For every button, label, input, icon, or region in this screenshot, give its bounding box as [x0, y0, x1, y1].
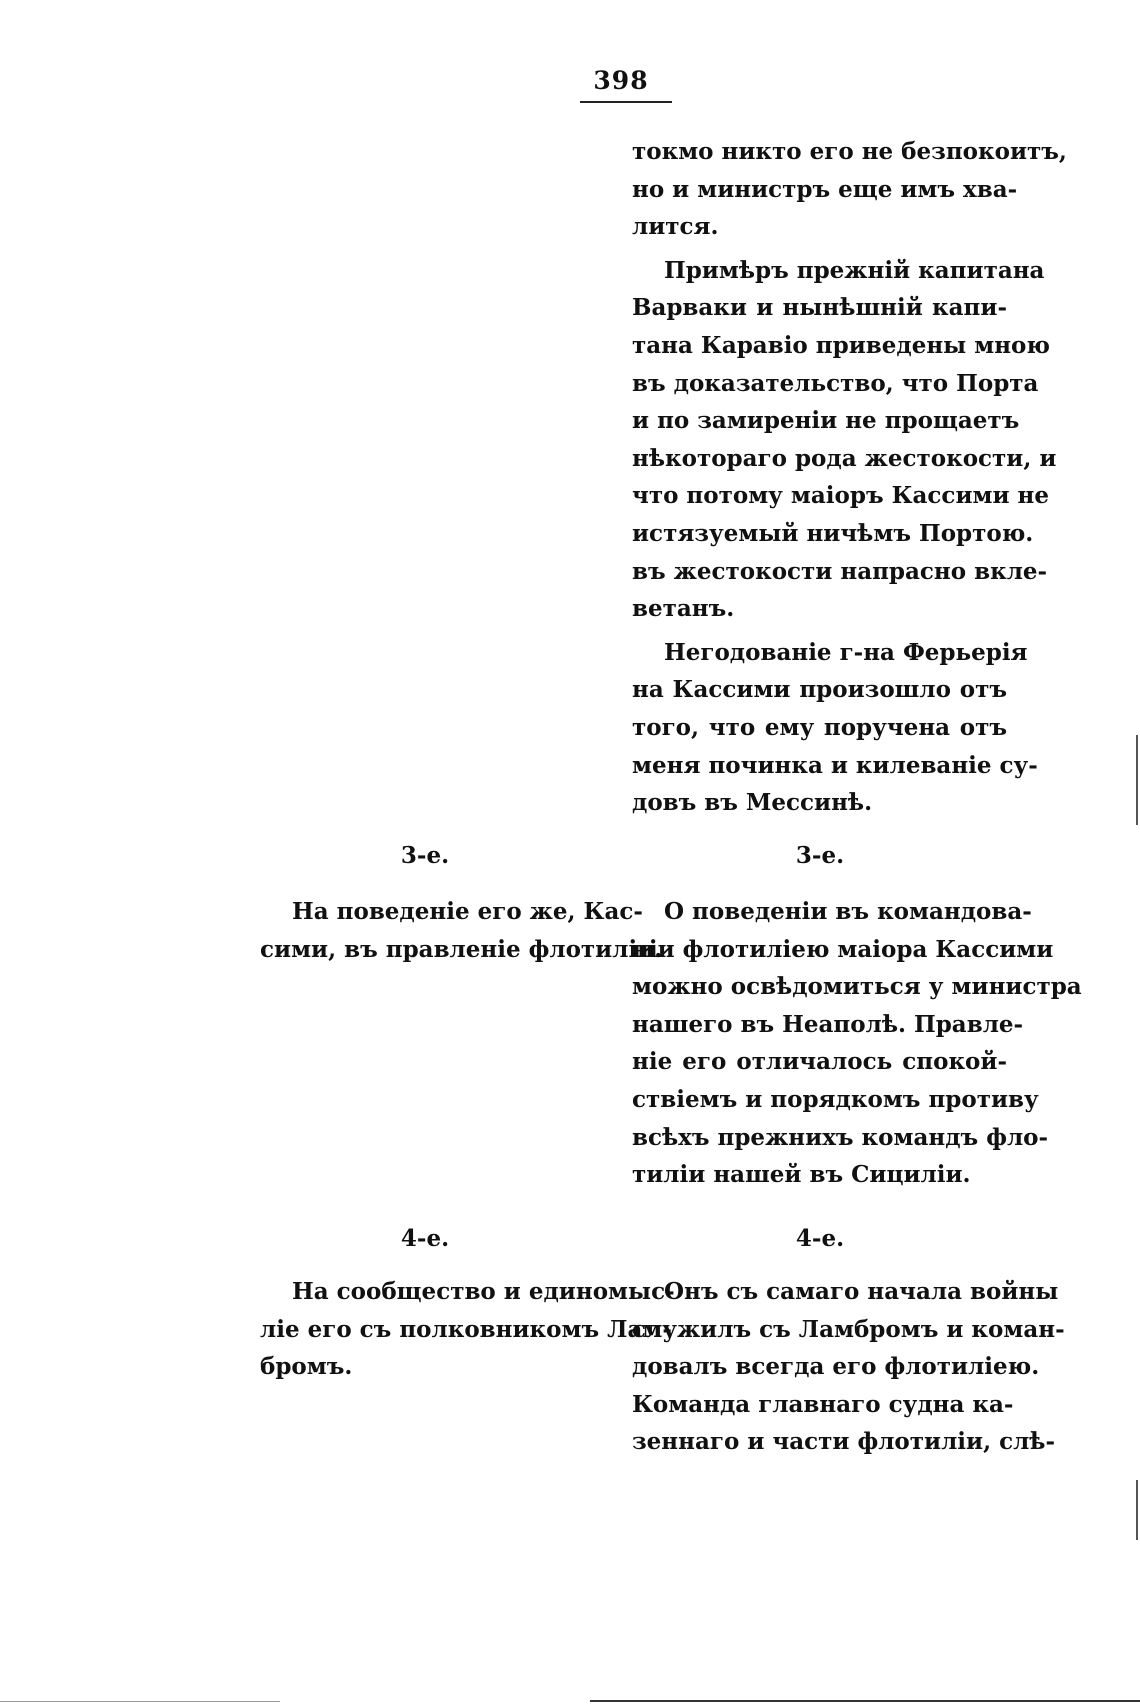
section-3-right-text: [632, 893, 1082, 1194]
text-line: и по замиреніи не прощаетъ: [632, 407, 1020, 435]
text-line: въ жестокости напрасно вкле-: [632, 557, 1048, 585]
text-line: тана Каравіо приведены мною: [632, 331, 1050, 359]
text-line: что потому маіоръ Кассими не: [632, 482, 1050, 510]
right-edge-mark: [1136, 1480, 1138, 1540]
text-line: меня починка и килеваніе су-: [632, 751, 1038, 779]
text-line: тиліи нашей въ Сициліи.: [632, 1161, 971, 1189]
page-number: 398: [593, 66, 649, 95]
section-3-right-heading: 3-е.: [795, 842, 845, 869]
text-line: нѣкотораго рода жестокости, и: [632, 444, 1057, 472]
section-4-left-text: [260, 1273, 675, 1386]
text-line: Примѣръ прежній капитана: [664, 256, 1045, 284]
text-line: довалъ всегда его флотиліею.: [632, 1353, 1040, 1381]
right-edge-mark: [1136, 735, 1138, 825]
text-line: ветанъ.: [632, 595, 735, 623]
text-line: всѣхъ прежнихъ командъ фло-: [632, 1123, 1049, 1151]
section-4-left-heading: 4-е.: [400, 1225, 450, 1252]
section-4-right-text: [632, 1273, 1065, 1461]
page-number-underline: [580, 101, 672, 103]
text-line: Команда главнаго судна ка-: [632, 1390, 1014, 1418]
text-line: бромъ.: [260, 1353, 353, 1381]
top-right-block: [632, 133, 1067, 822]
text-line: нашего въ Неаполѣ. Правле-: [632, 1010, 1024, 1038]
text-line: Онъ съ самаго начала войны: [664, 1278, 1059, 1305]
section-4-right-heading: 4-е.: [795, 1225, 845, 1252]
text-line: О поведеніи въ командова-: [664, 898, 1032, 925]
text-line: На сообщество и единомыс-: [292, 1278, 675, 1305]
text-line: но и министръ еще имъ хва-: [632, 175, 1018, 203]
text-line: сими, въ правленіе флотиліи.: [260, 935, 663, 963]
text-line: На поведеніе его же, Кас-: [292, 898, 643, 925]
text-line: зеннаго и части флотиліи, слѣ-: [632, 1428, 1056, 1456]
text-line: Варваки и нынѣшній капи-: [632, 294, 1007, 322]
text-line: Негодованіе г-на Ферьерія: [664, 638, 1028, 666]
text-line: въ доказательство, что Порта: [632, 369, 1039, 397]
bottom-rule: [0, 1701, 280, 1702]
text-line: ліе его съ полковникомъ Лам-: [260, 1315, 672, 1343]
text-line: лится.: [632, 213, 719, 241]
text-line: истязуемый ничѣмъ Портою.: [632, 519, 1034, 547]
section-3-left-text: [260, 893, 663, 968]
text-line: того, что ему поручена отъ: [632, 713, 1007, 741]
text-line: можно освѣдомиться у министра: [632, 973, 1082, 1001]
text-line: ствіемъ и порядкомъ противу: [632, 1085, 1039, 1113]
text-line: довъ въ Мессинѣ.: [632, 789, 873, 817]
text-line: на Кассими произошло отъ: [632, 676, 1007, 704]
text-line: токмо никто его не безпокоитъ,: [632, 138, 1067, 165]
section-3-left-heading: 3-е.: [400, 842, 450, 869]
bottom-rule: [590, 1700, 1140, 1702]
text-line: служилъ съ Ламбромъ и коман-: [632, 1315, 1065, 1343]
text-line: ніи флотиліею маіора Кассими: [632, 935, 1054, 963]
text-line: ніе его отличалось спокой-: [632, 1048, 1007, 1076]
